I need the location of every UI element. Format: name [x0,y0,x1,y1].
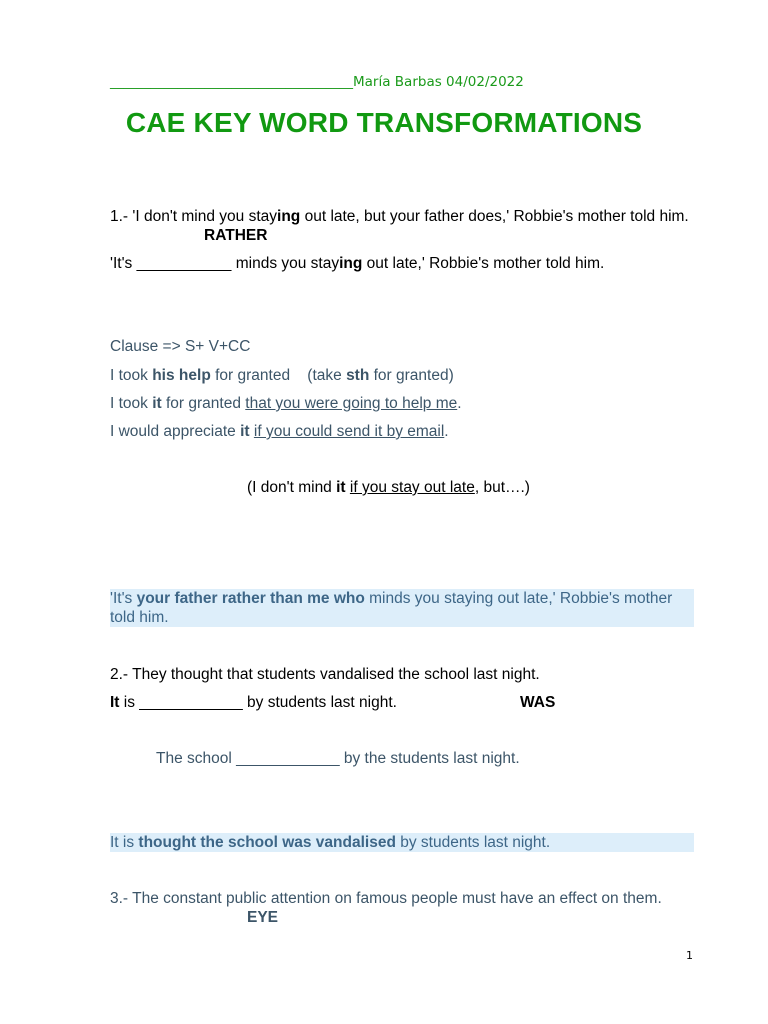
note-text: I took [110,367,153,384]
note-dont-mind [247,478,530,497]
q2-keyword: WAS [520,694,556,711]
q1-gap-post: out late,' Robbie's mother told him. [362,255,605,272]
q2-alternative: The school ____________ by the students last night. [156,750,520,767]
note-clause: Clause => S+ V+CC [110,338,251,355]
q1-keyword: RATHER [204,227,268,244]
note-text: for granted [161,395,246,412]
note-bold: his help [152,367,211,384]
note-text: (I don't mind [247,479,337,496]
question-3: 3.- The constant public attention on famous people must have an effect on them. [110,890,662,907]
header-line [110,74,524,90]
question-1 [110,207,694,226]
note-appreciate [110,422,449,441]
note-underlined: if you stay out late [349,479,475,496]
q1-gap-ing: ing [339,255,363,272]
note-took-it [110,394,462,413]
q1-ing: ing [277,208,301,225]
answer-bold: thought the school was vandalised [138,834,396,851]
question-2: 2.- They thought that students vandalised the school last night. [110,666,540,683]
page-number: 1 [686,949,693,962]
note-text: for granted) [369,367,454,384]
note-text: for granted (take [210,367,347,384]
note-bold: it [240,423,250,440]
name-blank: ____________________________________ [110,74,353,90]
note-underlined: if you could send it by email [253,423,445,440]
answer-text: minds you staying out late,' Robbie's mother told him. [110,590,673,626]
answer-bold: your father rather than me who [136,590,365,607]
answer-1 [110,589,694,627]
note-text: I took [110,395,153,412]
author-date: María Barbas 04/02/2022 [353,74,524,90]
q2-gap-rest: is ____________ by students last night. [119,694,397,711]
note-bold: it [152,395,162,412]
note-underlined: that you were going to help me [245,395,458,412]
q2-gap-bold: It [110,694,120,711]
note-text: . [444,423,449,440]
note-text: . [457,395,462,412]
page-title: CAE KEY WORD TRANSFORMATIONS [125,107,643,138]
answer-text: 'It's [110,590,137,607]
note-took-help [110,366,454,385]
q2-gap-sentence [110,693,397,712]
q1-gap-sentence [110,254,604,273]
q1-gap-pre: 'It's ___________ minds you stay [110,255,340,272]
answer-2 [110,833,694,852]
q1-text-pre: 1.- 'I don't mind you stay [110,208,278,225]
note-text: , but….) [474,479,530,496]
q3-keyword: EYE [247,909,279,926]
q1-text-post: out late, but your father does,' Robbie's mother told him. [300,208,689,225]
answer-text: by students last night. [395,834,551,851]
note-text: I would appreciate [110,423,241,440]
answer-text: It is [110,834,139,851]
note-bold: it [336,479,346,496]
note-bold: sth [346,367,370,384]
